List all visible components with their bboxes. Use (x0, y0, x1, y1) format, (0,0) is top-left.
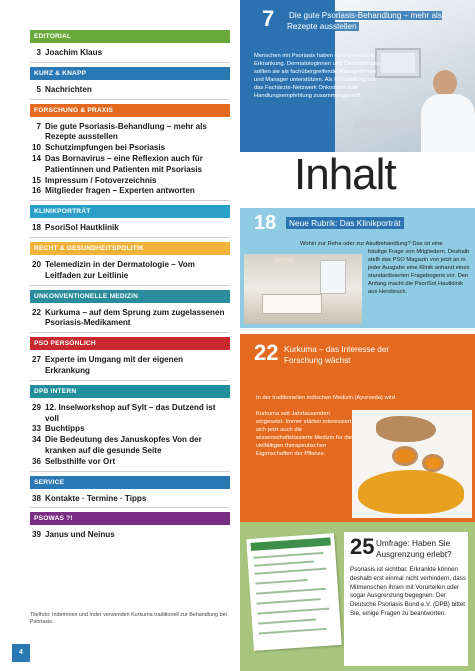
doctor-image (433, 70, 457, 96)
toc-section (30, 205, 230, 238)
toc-section-heading: SERVICE (30, 476, 230, 489)
doctor-coat-image (421, 94, 475, 152)
toc-entry[interactable] (30, 457, 230, 468)
toc-section-entries (30, 398, 230, 472)
toc-section-heading: EDITORIAL (30, 30, 230, 43)
toc-entry[interactable] (30, 355, 230, 377)
toc-section (30, 30, 230, 63)
toc-entry-page: 7 (36, 121, 41, 131)
toc-entry[interactable] (30, 435, 230, 457)
toc-section-entries (30, 489, 230, 509)
feature-teaser-lead: In der traditionellen indischen Medizin (Ayurveda) wird (256, 395, 396, 401)
toc-entry-page: 16 (31, 186, 41, 196)
feature-teaser: Psoriasis ist sichtbar. Erkrankte können deshalb erst einmal nicht verhindern, dass Mitmenschen ihnen mit Vorurteilen oder sogar Ausgrenzung begegnen. Der Deutsche Psoriasis Bund e.V. (DPB) bittet Sie, einige Fragen zu beantworten. (350, 566, 466, 617)
toc-entry-title: Mitglieder fragen – Experten antworten (45, 186, 195, 196)
toc-entry-page: 27 (31, 355, 41, 365)
toc-section (30, 104, 230, 202)
toc-section (30, 337, 230, 381)
toc-entry[interactable] (30, 85, 230, 96)
toc-entry-page: 22 (31, 307, 41, 317)
toc-entry-title: Telemedizin in der Dermatologie – Vom Leitfaden zur Leitlinie (45, 259, 195, 280)
toc-section (30, 290, 230, 334)
turmeric-slice-image (422, 454, 444, 472)
toc-entry-page: 38 (31, 493, 41, 503)
feature-teaser: Kurkuma seit Jahrtausenden eingesetzt. Immer stärker interessiert sich jetzt auch die wissenschaftsbasierte Medizin für die vielfältigen therapeutischen Eigenschaften der Pflanze. (256, 411, 353, 457)
clinic-room-photo (244, 254, 362, 324)
page-number: 4 (12, 644, 30, 662)
feature-page-number: 18 (254, 212, 277, 234)
turmeric-powder-image (358, 470, 464, 514)
toc-entry[interactable] (30, 223, 230, 234)
toc-section-heading: PSO PERSÖNLICH (30, 337, 230, 350)
toc-entry-page: 36 (31, 456, 41, 466)
toc-entry[interactable] (30, 494, 230, 505)
features-column (240, 0, 475, 671)
feature-title: Kurkuma – das Interesse der Forschung wächst (284, 345, 390, 365)
toc-entry-title: Joachim Klaus (45, 48, 103, 57)
toc-entry[interactable] (30, 143, 230, 154)
feature-turmeric-research[interactable] (240, 334, 475, 522)
toc-entry[interactable] (30, 308, 230, 330)
toc-section (30, 385, 230, 472)
toc-section-entries (30, 80, 230, 100)
toc-entry-title: Selbsthilfe vor Ort (45, 456, 116, 466)
toc-entry-title: 12. Inselworkshop auf Sylt – das Dutzend ist voll (45, 402, 216, 423)
feature-page-number: 22 (254, 340, 279, 365)
toc-section-entries (30, 525, 230, 544)
toc-entry-title: PsoriSol Hautklinik (45, 223, 119, 233)
toc-section-heading: KURZ & KNAPP (30, 67, 230, 80)
feature-title: Umfrage: Haben Sie Ausgrenzung erlebt? (376, 539, 452, 559)
toc-entry[interactable] (30, 186, 230, 197)
toc-entry-page: 15 (31, 175, 41, 185)
toc-entry-title: Die gute Psoriasis-Behandlung – mehr als Rezepte ausstellen (45, 121, 207, 142)
feature-teaser-lead: Wohin zur Reha oder zur Akutbehandlung? Das ist eine (300, 241, 443, 247)
toc-entry[interactable] (30, 154, 230, 176)
toc-section-entries (30, 255, 230, 286)
toc-entry-title: Janus und Neinus (45, 530, 115, 540)
toc-section (30, 242, 230, 286)
toc-entry-page: 33 (31, 424, 41, 434)
toc-entry-title: Kurkuma – auf dem Sprung zum zugelassenen Psoriasis-Medikament (45, 307, 225, 328)
toc-section (30, 476, 230, 509)
toc-entry[interactable] (30, 403, 230, 425)
toc-section (30, 67, 230, 100)
toc-section-heading: FORSCHUNG & PRAXIS (30, 104, 230, 117)
feature-title: Die gute Psoriasis-Behandlung – mehr als Rezepte ausstellen (287, 11, 442, 31)
toc-entry-title: Buchtipps (45, 424, 85, 434)
turmeric-photo (352, 410, 472, 518)
questionnaire-image (246, 533, 342, 651)
toc-section-entries (30, 43, 230, 63)
toc-section-entries (30, 350, 230, 381)
toc-entry-title: Nachrichten (45, 84, 92, 94)
toc-section-heading: PSOWAS ?! (30, 512, 230, 525)
toc-entry-title: Experte im Umgang mit der eigenen Erkrankung (45, 355, 184, 375)
toc-section (30, 512, 230, 544)
toc-entry-title: Die Bedeutung des Januskopfes Von der kranken auf die gesunde Seite (45, 435, 202, 455)
toc-entry-title: Das Bornavirus – eine Reflexion auch für Patientinnen und Patienten mit Psoriasis (45, 153, 203, 174)
page-title: Inhalt (294, 150, 396, 199)
toc-section-heading: RECHT & GESUNDHEITSPOLITIK (30, 242, 230, 255)
lamp-image (274, 258, 294, 264)
toc-entry[interactable] (30, 48, 230, 59)
toc-entry-page: 34 (31, 435, 41, 445)
feature-page-number: 25 (350, 534, 375, 559)
window-image (320, 260, 346, 294)
keyboard-image (354, 120, 427, 128)
feature-psoriasis-treatment[interactable] (240, 0, 475, 152)
table-of-contents (30, 30, 230, 548)
toc-entry-title: Schutzimpfungen bei Psoriasis (45, 143, 166, 153)
toc-entry-page: 5 (36, 84, 41, 94)
cover-photo-credit: Titelfoto: Inderinnen und Inder verwenden Kurkuma traditionell zur Behandlung bei Psoriasis. (30, 612, 227, 625)
toc-entry-page: 20 (31, 259, 41, 269)
toc-entry-page: 39 (31, 530, 41, 540)
feature-clinic-portrait[interactable] (240, 208, 475, 328)
feature-page-number: 7 (262, 6, 275, 31)
turmeric-slice-image (392, 446, 418, 466)
bed-image (262, 294, 322, 314)
toc-entry-page: 3 (36, 48, 41, 57)
toc-section-heading: UNKONVENTIONELLE MEDIZIN (30, 290, 230, 303)
toc-entry-page: 10 (31, 143, 41, 153)
toc-entry[interactable] (30, 424, 230, 435)
turmeric-root-image (376, 416, 436, 442)
feature-teaser: häufige Frage von Mitgliedern. Deshalb stellt das PSO Magazin von jetzt an in jeder Ausgabe eine Klinik anhand eines standardisierten Fragebogens vor. Den Anfang macht die PsoriSol Hautklinik aus Hersbruck. (368, 249, 470, 295)
feature-survey[interactable] (240, 522, 475, 671)
toc-entry-title: Kontakte · Termine · Tipps (45, 493, 147, 503)
toc-section-entries (30, 117, 230, 202)
toc-entry-title: Impressum / Fotoverzeichnis (45, 175, 157, 185)
toc-entry[interactable] (30, 122, 230, 144)
toc-section-entries (30, 218, 230, 238)
toc-entry[interactable] (30, 260, 230, 282)
toc-section-entries (30, 303, 230, 334)
toc-entry[interactable] (30, 176, 230, 187)
toc-section-heading: DPB INTERN (30, 385, 230, 398)
toc-entry[interactable] (30, 530, 230, 541)
toc-entry-page: 18 (31, 223, 41, 233)
feature-teaser: Menschen mit Psoriasis haben eine chronische Erkrankung. Dermatologinnen und Dermatologen sollten sie als fachübergreifende Managerinnen und Manager unterstützen. Als Hilfestellung hat das Fachärzte-Netzwerk Onkoderm eine Handlungsempfehlung zusammengestellt. (254, 53, 381, 99)
toc-entry-page: 14 (31, 153, 41, 163)
toc-entry-page: 29 (31, 402, 41, 412)
toc-section-heading: KLINIKPORTRÄT (30, 205, 230, 218)
feature-title: Neue Rubrik: Das Klinikporträt (286, 218, 404, 228)
